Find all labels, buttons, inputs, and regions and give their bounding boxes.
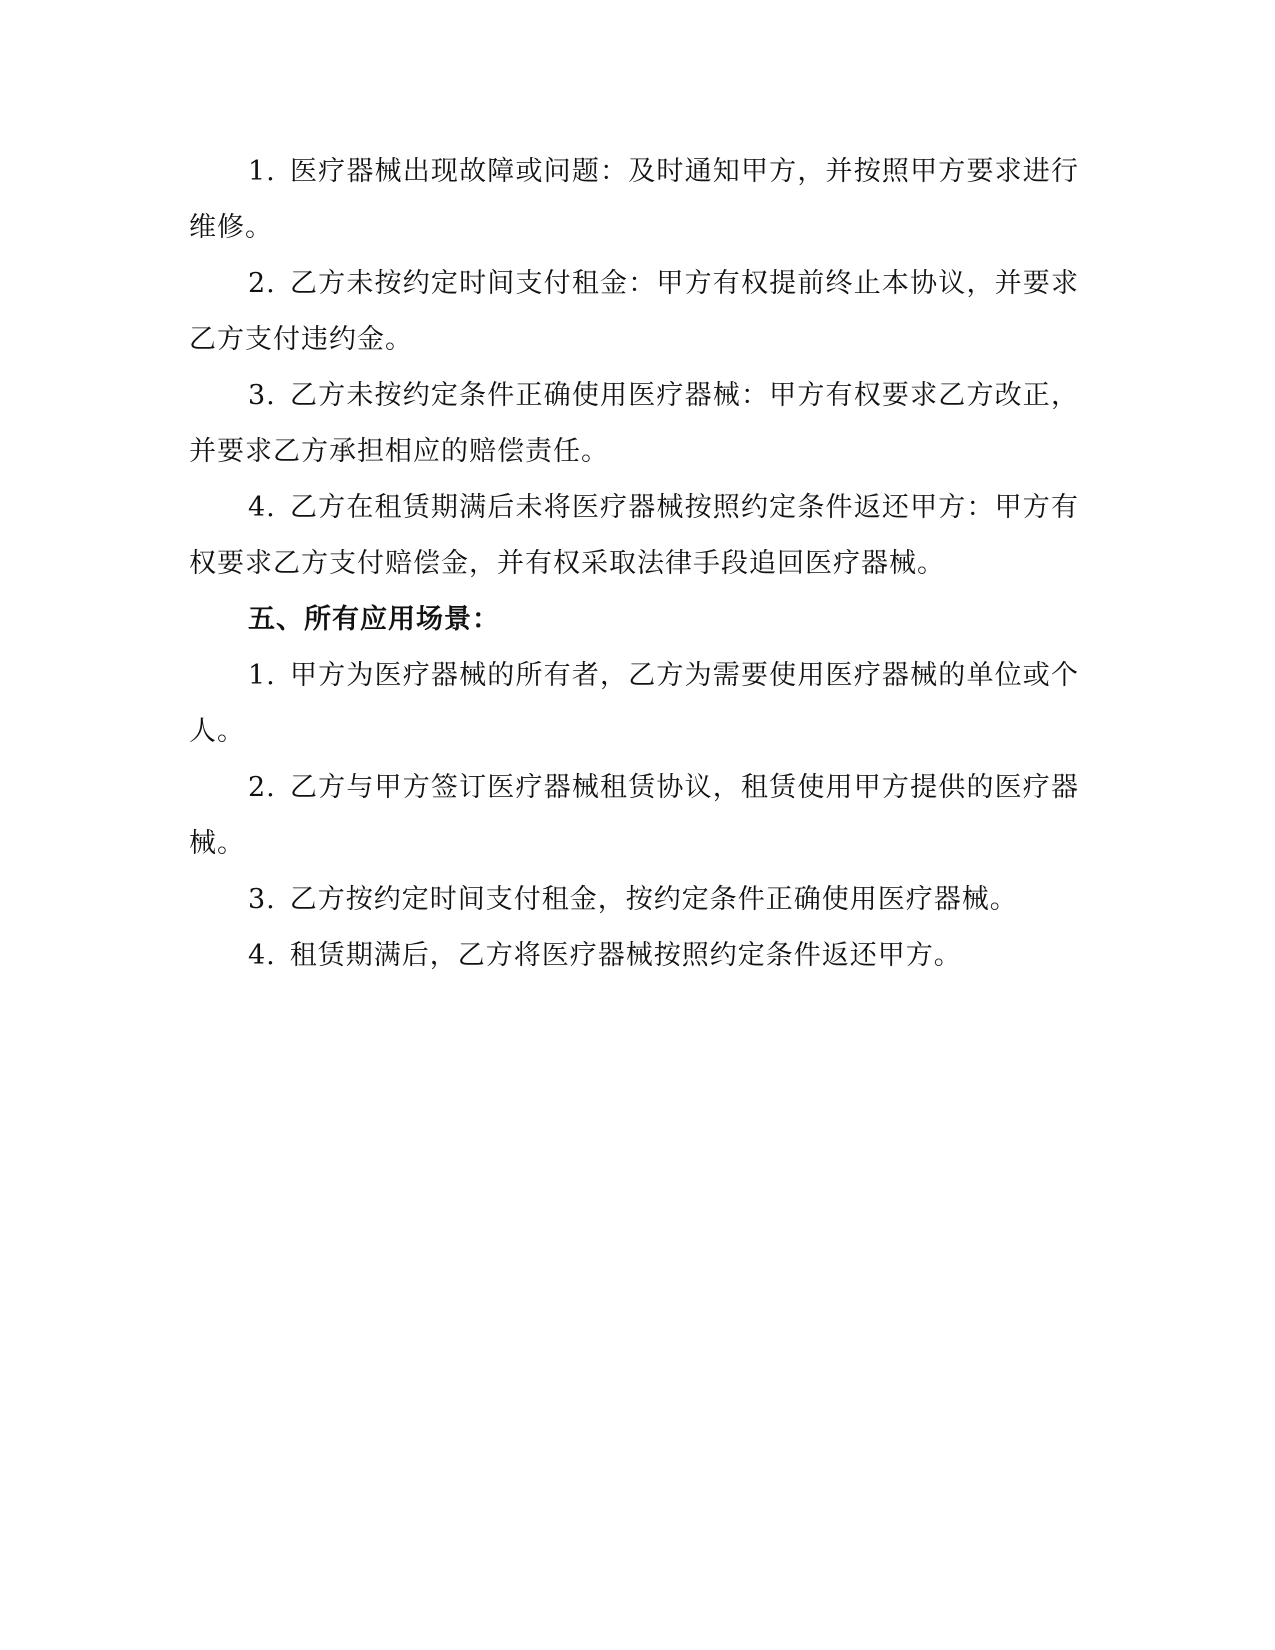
list-item <box>189 480 1079 592</box>
list-item <box>189 760 1079 872</box>
item-text: 乙方未按约定条件正确使用医疗器械：甲方有权要求乙方改正，并要求乙方承担相应的赔偿责任。 <box>189 380 1079 467</box>
item-text: 乙方未按约定时间支付租金：甲方有权提前终止本协议，并要求乙方支付违约金。 <box>189 268 1079 355</box>
section-heading: 五、所有应用场景： <box>248 604 500 635</box>
item-number: 2. <box>248 268 276 299</box>
item-text: 租赁期满后，乙方将医疗器械按照约定条件返还甲方。 <box>289 940 962 971</box>
list-item <box>189 368 1079 480</box>
item-text: 医疗器械出现故障或问题：及时通知甲方，并按照甲方要求进行维修。 <box>189 156 1079 243</box>
item-number: 2. <box>248 772 276 803</box>
list-item <box>189 256 1079 368</box>
list-item <box>189 872 1079 928</box>
item-text: 乙方按约定时间支付租金，按约定条件正确使用医疗器械。 <box>289 884 1018 915</box>
item-number: 4. <box>248 492 276 523</box>
item-number: 4. <box>248 940 276 971</box>
item-text: 乙方与甲方签订医疗器械租赁协议，租赁使用甲方提供的医疗器械。 <box>189 772 1079 859</box>
list-item <box>189 928 1079 984</box>
item-number: 3. <box>248 884 276 915</box>
list-item <box>189 144 1079 256</box>
list-item <box>189 648 1079 760</box>
item-text: 乙方在租赁期满后未将医疗器械按照约定条件返还甲方：甲方有权要求乙方支付赔偿金，并有权采取法律手段追回医疗器械。 <box>189 492 1079 579</box>
item-number: 1. <box>248 660 276 691</box>
item-number: 1. <box>248 156 276 187</box>
item-text: 甲方为医疗器械的所有者，乙方为需要使用医疗器械的单位或个人。 <box>189 660 1079 747</box>
document-body <box>189 144 1079 984</box>
item-number: 3. <box>248 380 276 411</box>
